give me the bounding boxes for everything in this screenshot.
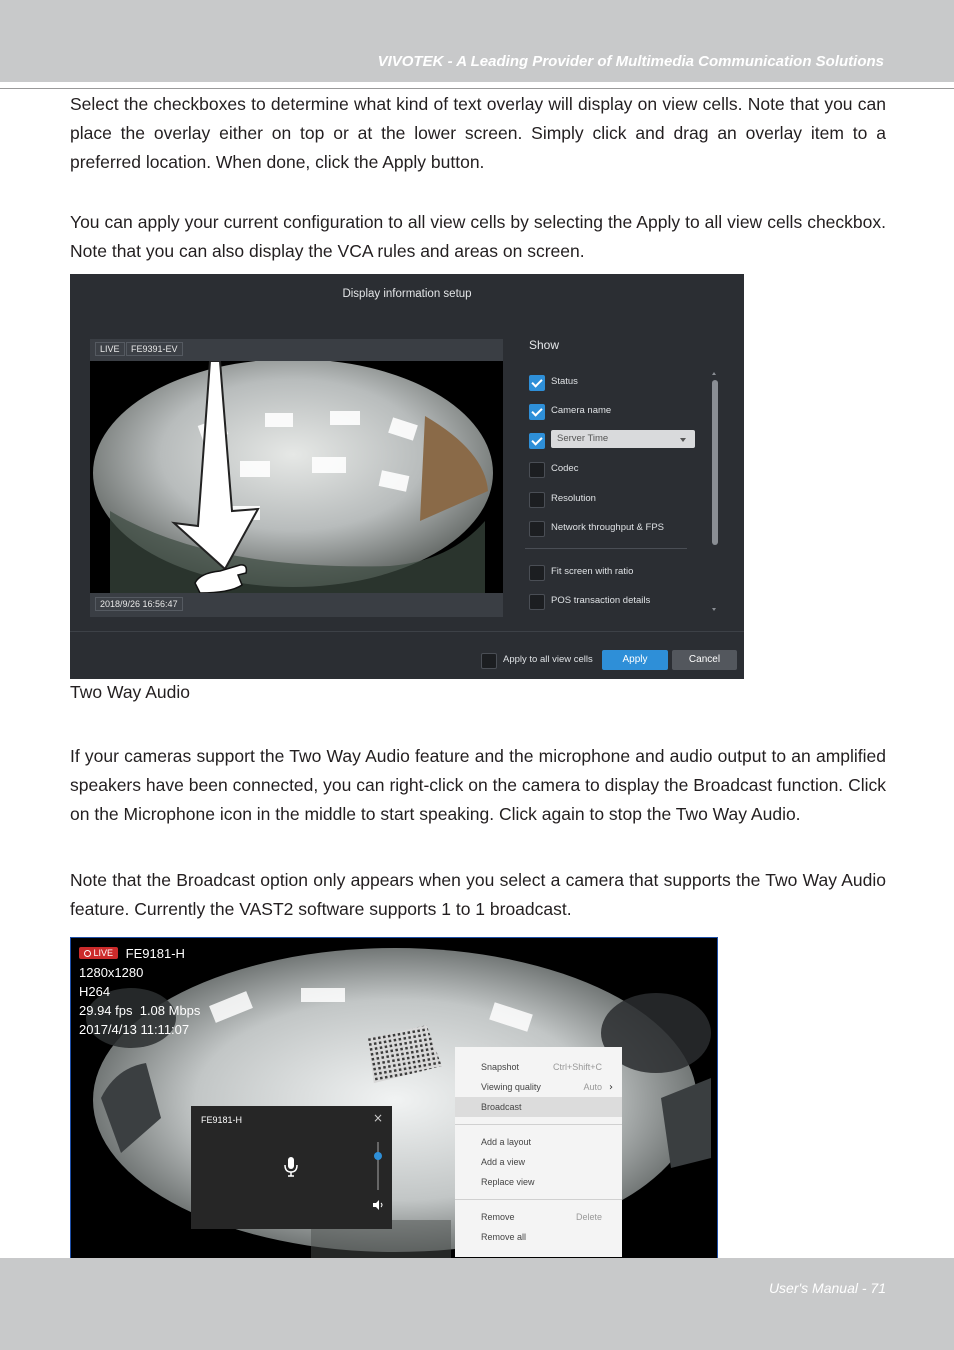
- menu-item-snapshot[interactable]: Snapshot: [481, 1062, 520, 1072]
- footer-divider: [70, 631, 744, 632]
- menu-item-remove-all[interactable]: Remove all: [481, 1232, 527, 1242]
- overlay-resolution: 1280x1280: [79, 965, 144, 980]
- microphone-icon[interactable]: [283, 1156, 299, 1182]
- viewing-quality-value: Auto: [583, 1082, 602, 1092]
- overlay-throughput: 29.94 fps 1.08 Mbps: [79, 1003, 201, 1018]
- view-cell-preview: [90, 339, 503, 617]
- menu-divider: [455, 1199, 622, 1200]
- menu-item-viewing-quality[interactable]: Viewing quality: [481, 1082, 541, 1092]
- time-source-select[interactable]: [551, 430, 695, 448]
- page-footer: [0, 1258, 954, 1350]
- paragraph-two-way-audio: If your cameras support the Two Way Audio feature and the microphone and audio output to an amplified speakers have been connected, you can right-click on the camera to display the Broadcast function. Click on the Microphone icon in the middle to start speaking. Click again to stop the Two Way Audio.: [70, 746, 886, 824]
- volume-slider-handle[interactable]: [374, 1152, 382, 1160]
- live-tag[interactable]: LIVE: [95, 342, 125, 356]
- network-fps-checkbox[interactable]: [529, 521, 545, 537]
- options-scrollbar[interactable]: [712, 372, 718, 617]
- option-label: Codec: [551, 463, 579, 474]
- camera-name-checkbox[interactable]: [529, 404, 545, 420]
- live-badge: [79, 947, 118, 959]
- option-label: Camera name: [551, 405, 612, 416]
- camera-name: FE9181-H: [125, 946, 185, 961]
- overlay-codec: H264: [79, 984, 111, 999]
- speaker-icon: [372, 1195, 384, 1214]
- dialog-title: Display information setup: [342, 288, 472, 300]
- option-label: Status: [551, 376, 578, 387]
- codec-checkbox[interactable]: [529, 462, 545, 478]
- overlay-camera-row: [79, 946, 185, 961]
- option-label: Network throughput & FPS: [551, 522, 664, 533]
- paragraph-broadcast-note: Note that the Broadcast option only appears when you select a camera that supports the Two Way Audio feature. Currently the VAST2 software supports 1 to 1 broadcast.: [70, 870, 886, 919]
- chevron-down-icon: [680, 438, 686, 442]
- menu-item-remove[interactable]: Remove: [481, 1212, 515, 1222]
- fisheye-video: [90, 361, 503, 593]
- broadcast-view-cell[interactable]: [70, 937, 718, 1266]
- fit-screen-checkbox[interactable]: [529, 565, 545, 581]
- pos-details-checkbox[interactable]: [529, 594, 545, 610]
- apply-to-all-label: Apply to all view cells: [503, 654, 593, 665]
- apply-to-all-checkbox[interactable]: [481, 653, 497, 669]
- snapshot-shortcut: Ctrl+Shift+C: [552, 1062, 602, 1072]
- menu-item-add-layout[interactable]: Add a layout: [481, 1137, 532, 1147]
- apply-button[interactable]: Apply: [602, 650, 668, 670]
- record-icon: [84, 950, 91, 957]
- camera-name-tag[interactable]: FE9391-EV: [126, 342, 183, 356]
- option-label: POS transaction details: [551, 595, 651, 606]
- context-menu: [455, 1047, 622, 1257]
- paragraph-overlay-intro: Select the checkboxes to determine what kind of text overlay will display on view cells. Note that you can place the overlay either on top or at the lower screen. Simply click and drag an overlay item to a preferred location. When done, click the Apply button.: [70, 94, 886, 172]
- chevron-right-icon: ›: [609, 1082, 613, 1093]
- display-setup-dialog: [70, 274, 744, 679]
- broadcast-label: Broadcast: [481, 1102, 522, 1112]
- broadcast-panel: [191, 1106, 392, 1229]
- select-value: Server Time: [557, 433, 609, 444]
- option-label: Resolution: [551, 493, 596, 504]
- overlay-time: 2017/4/13 11:11:07: [79, 1022, 190, 1037]
- broadcast-camera-name: FE9181-H: [201, 1115, 243, 1125]
- cancel-button[interactable]: Cancel: [672, 650, 737, 670]
- section-heading: Two Way Audio: [70, 682, 190, 702]
- menu-item-replace-view[interactable]: Replace view: [481, 1177, 535, 1187]
- live-badge-label: LIVE: [93, 948, 114, 958]
- remove-shortcut: Delete: [575, 1212, 602, 1222]
- server-time-checkbox[interactable]: [529, 433, 545, 449]
- show-heading: Show: [529, 338, 560, 352]
- resolution-checkbox[interactable]: [529, 492, 545, 508]
- menu-divider: [455, 1124, 622, 1125]
- option-label: Fit screen with ratio: [551, 566, 634, 577]
- options-divider: [525, 548, 687, 549]
- status-checkbox[interactable]: [529, 375, 545, 391]
- page-number: User's Manual - 71: [768, 1280, 886, 1296]
- volume-slider[interactable]: [377, 1142, 379, 1190]
- timestamp-tag[interactable]: 2018/9/26 16:56:47: [95, 597, 183, 611]
- scrollbar-thumb[interactable]: [712, 380, 718, 545]
- header-divider: [0, 88, 954, 89]
- header-title: VIVOTEK - A Leading Provider of Multimedia Communication Solutions: [377, 53, 884, 70]
- paragraph-apply-all: You can apply your current configuration to all view cells by selecting the Apply to all view cells checkbox. Note that you can also display the VCA rules and areas on screen.: [70, 212, 886, 261]
- menu-item-broadcast[interactable]: [455, 1097, 622, 1117]
- close-icon[interactable]: ×: [372, 1111, 383, 1125]
- menu-item-add-view[interactable]: Add a view: [481, 1157, 526, 1167]
